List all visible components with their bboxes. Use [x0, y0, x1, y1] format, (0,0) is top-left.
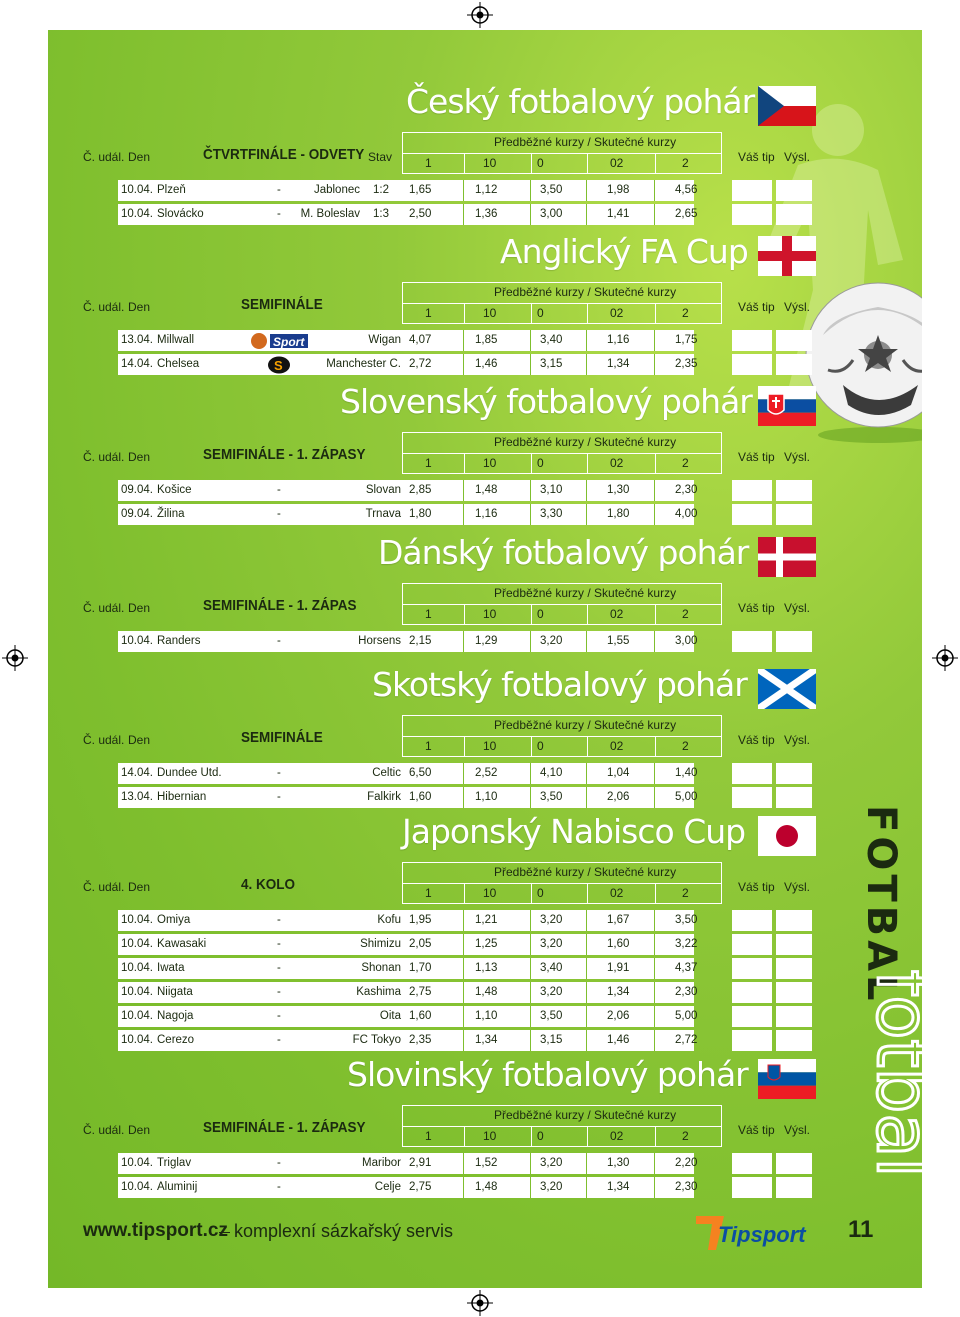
your-tip-input[interactable] [732, 180, 772, 201]
odds-value: 3,20 [540, 635, 563, 647]
svg-text:Sport: Sport [273, 335, 305, 349]
section-title-2: Slovenský fotbalový pohár [340, 382, 752, 421]
header-result: Výsl. [784, 733, 811, 747]
match-date: 14.04. [121, 358, 153, 370]
japan-flag [758, 816, 816, 856]
odds-value: 1,16 [607, 334, 630, 346]
odds-value: 1,34 [607, 986, 630, 998]
registration-mark-right [932, 645, 958, 671]
your-tip-input[interactable] [732, 763, 772, 784]
odds-value: 1,46 [607, 1034, 630, 1046]
match-date: 10.04. [121, 1010, 153, 1022]
odds-value: 2,50 [409, 208, 432, 220]
result-cell [776, 504, 812, 525]
match-separator: - [277, 184, 281, 196]
odds-value: 1,52 [475, 1157, 498, 1169]
odds-value: 2,91 [409, 1157, 432, 1169]
match-separator: - [277, 1181, 281, 1193]
header-your-tip: Váš tip [738, 450, 775, 464]
odds-value: 1,80 [409, 508, 432, 520]
odds-value: 1,12 [475, 184, 498, 196]
odds-value: 1,21 [475, 914, 498, 926]
odds-value: 1,48 [475, 1181, 498, 1193]
away-team: Horsens [358, 635, 401, 647]
match-date: 09.04. [121, 484, 153, 496]
odds-col-4: 2 [682, 156, 689, 170]
odds-col-2: 0 [537, 607, 544, 621]
odds-value: 3,10 [540, 484, 563, 496]
odds-col-2: 0 [537, 886, 544, 900]
header-your-tip: Váš tip [738, 601, 775, 615]
match-date: 13.04. [121, 334, 153, 346]
odds-title: Předběžné kurzy / Skutečné kurzy [494, 1108, 677, 1122]
your-tip-input[interactable] [732, 631, 772, 652]
odds-col-4: 2 [682, 607, 689, 621]
match-separator: - [277, 1010, 281, 1022]
result-cell [776, 631, 812, 652]
round-title: SEMIFINÁLE - 1. ZÁPAS [203, 597, 357, 614]
match-date: 14.04. [121, 767, 153, 779]
odds-value: 2,52 [475, 767, 498, 779]
odds-value: 1,75 [675, 334, 698, 346]
away-team: Kofu [377, 914, 401, 926]
registration-mark-bottom [467, 1290, 493, 1316]
odds-value: 2,30 [675, 1181, 698, 1193]
your-tip-input[interactable] [732, 787, 772, 808]
odds-value: 6,50 [409, 767, 432, 779]
odds-value: 1,60 [607, 938, 630, 950]
odds-value: 3,15 [540, 1034, 563, 1046]
odds-col-4: 2 [682, 1129, 689, 1143]
odds-value: 5,00 [675, 791, 698, 803]
odds-value: 1,60 [409, 1010, 432, 1022]
home-team: Iwata [157, 962, 185, 974]
odds-value: 1,48 [475, 986, 498, 998]
odds-title: Předběžné kurzy / Skutečné kurzy [494, 285, 677, 299]
odds-value: 3,50 [675, 914, 698, 926]
home-team: Niigata [157, 986, 193, 998]
odds-col-1: 10 [483, 1129, 497, 1143]
odds-value: 2,75 [409, 986, 432, 998]
odds-value: 3,20 [540, 938, 563, 950]
odds-value: 4,56 [675, 184, 698, 196]
odds-value: 2,30 [675, 484, 698, 496]
odds-col-1: 10 [483, 607, 497, 621]
match-date: 10.04. [121, 962, 153, 974]
odds-value: 2,15 [409, 635, 432, 647]
odds-value: 1,55 [607, 635, 630, 647]
odds-col-0: 1 [425, 156, 432, 170]
section-title-5: Japonský Nabisco Cup [402, 812, 746, 851]
your-tip-input[interactable] [732, 910, 772, 931]
header-day: Den [128, 300, 151, 314]
odds-title: Předběžné kurzy / Skutečné kurzy [494, 135, 677, 149]
match-date: 10.04. [121, 1157, 153, 1169]
home-team: Kawasaki [157, 938, 207, 950]
away-team: M. Boleslav [300, 208, 360, 220]
match-separator: - [277, 938, 281, 950]
away-team: Wigan [368, 334, 401, 346]
match-date: 10.04. [121, 986, 153, 998]
round-title: ČTVRTFINÁLE - ODVETY [203, 146, 365, 163]
your-tip-input[interactable] [732, 480, 772, 501]
result-cell [776, 1177, 812, 1198]
section-title-1: Anglický FA Cup [500, 232, 748, 271]
odds-value: 1,40 [675, 767, 698, 779]
your-tip-input[interactable] [732, 504, 772, 525]
odds-col-3: 02 [610, 456, 624, 470]
header-result: Výsl. [784, 300, 811, 314]
match-date: 09.04. [121, 508, 153, 520]
header-your-tip: Váš tip [738, 880, 775, 894]
odds-col-0: 1 [425, 886, 432, 900]
odds-value: 1,30 [607, 1157, 630, 1169]
odds-value: 2,30 [675, 986, 698, 998]
s-logo-icon [267, 355, 291, 374]
svg-text:S: S [274, 358, 283, 373]
odds-value: 1,04 [607, 767, 630, 779]
odds-value: 1,16 [475, 508, 498, 520]
odds-value: 1,30 [607, 484, 630, 496]
result-cell [776, 330, 812, 351]
odds-col-1: 10 [483, 739, 497, 753]
odds-value: 1,10 [475, 1010, 498, 1022]
header-event: Č. udál. [83, 1123, 125, 1137]
odds-value: 2,75 [409, 1181, 432, 1193]
match-state: 1:2 [373, 184, 389, 196]
match-separator: - [277, 508, 281, 520]
result-cell [776, 958, 812, 979]
result-cell [776, 910, 812, 931]
odds-col-0: 1 [425, 1129, 432, 1143]
away-team: FC Tokyo [352, 1034, 401, 1046]
home-team: Triglav [157, 1157, 192, 1169]
section-title-3: Dánský fotbalový pohár [378, 533, 749, 572]
registration-mark-left [2, 645, 28, 671]
header-event: Č. udál. [83, 880, 125, 894]
match-separator: - [277, 962, 281, 974]
header-event: Č. udál. [83, 150, 125, 164]
odds-value: 2,35 [409, 1034, 432, 1046]
home-team: Žilina [157, 508, 185, 520]
section-title-4: Skotský fotbalový pohár [372, 665, 747, 704]
football-image [803, 275, 922, 445]
odds-value: 2,72 [675, 1034, 698, 1046]
match-date: 10.04. [121, 635, 153, 647]
result-cell [776, 934, 812, 955]
odds-value: 4,00 [675, 508, 698, 520]
odds-value: 2,06 [607, 791, 630, 803]
header-day: Den [128, 601, 151, 615]
match-date: 10.04. [121, 1034, 153, 1046]
odds-value: 5,00 [675, 1010, 698, 1022]
slovak-flag [758, 386, 816, 426]
result-cell [776, 180, 812, 201]
odds-col-2: 0 [537, 306, 544, 320]
home-team: Cerezo [157, 1034, 195, 1046]
round-title: SEMIFINÁLE - 1. ZÁPASY [203, 1119, 366, 1136]
odds-value: 3,50 [540, 184, 563, 196]
away-team: Manchester C. [326, 358, 401, 370]
home-team: Chelsea [157, 358, 200, 370]
odds-value: 1,29 [475, 635, 498, 647]
home-team: Dundee Utd. [157, 767, 222, 779]
your-tip-input[interactable] [732, 204, 772, 225]
odds-value: 3,22 [675, 938, 698, 950]
match-date: 10.04. [121, 938, 153, 950]
odds-col-0: 1 [425, 607, 432, 621]
match-date: 10.04. [121, 184, 153, 196]
match-separator: - [277, 914, 281, 926]
england-flag [758, 236, 816, 276]
sport-logo-icon [250, 331, 308, 350]
header-day: Den [128, 880, 151, 894]
tipsport-logo [694, 1210, 818, 1254]
match-separator: - [277, 635, 281, 647]
your-tip-input[interactable] [732, 1177, 772, 1198]
header-result: Výsl. [784, 150, 811, 164]
home-team: Slovácko [157, 208, 204, 220]
home-team: Plzeň [157, 184, 186, 196]
away-team: Oita [379, 1010, 401, 1022]
home-team: Omiya [157, 914, 191, 926]
match-separator: - [277, 767, 281, 779]
home-team: Randers [157, 635, 201, 647]
vertical-text-small: FOTBAL [858, 805, 904, 1005]
header-your-tip: Váš tip [738, 733, 775, 747]
away-team: Falkirk [367, 791, 401, 803]
your-tip-input[interactable] [732, 330, 772, 351]
page-number: 11 [848, 1216, 874, 1243]
odds-col-0: 1 [425, 739, 432, 753]
your-tip-input[interactable] [732, 1006, 772, 1027]
match-separator: - [277, 1034, 281, 1046]
odds-col-2: 0 [537, 739, 544, 753]
your-tip-input[interactable] [732, 982, 772, 1003]
odds-col-0: 1 [425, 456, 432, 470]
odds-value: 3,40 [540, 334, 563, 346]
odds-col-4: 2 [682, 456, 689, 470]
odds-value: 1,60 [409, 791, 432, 803]
svg-text:Tipsport: Tipsport [718, 1222, 806, 1247]
round-title: SEMIFINÁLE [241, 729, 323, 746]
round-title: SEMIFINÁLE [241, 296, 323, 313]
footer-url-link[interactable]: www.tipsport.cz [83, 1220, 228, 1241]
away-team: Jablonec [313, 184, 360, 196]
odds-value: 3,00 [675, 635, 698, 647]
odds-value: 1,41 [607, 208, 630, 220]
odds-value: 3,20 [540, 914, 563, 926]
odds-value: 2,85 [409, 484, 432, 496]
section-title-6: Slovinský fotbalový pohár [347, 1055, 748, 1094]
header-day: Den [128, 733, 151, 747]
result-cell [776, 354, 812, 375]
odds-value: 3,30 [540, 508, 563, 520]
odds-col-2: 0 [537, 456, 544, 470]
odds-value: 2,35 [675, 358, 698, 370]
odds-value: 1,98 [607, 184, 630, 196]
match-date: 10.04. [121, 914, 153, 926]
away-team: Celtic [372, 767, 401, 779]
odds-value: 3,20 [540, 986, 563, 998]
odds-value: 3,40 [540, 962, 563, 974]
odds-value: 1,85 [475, 334, 498, 346]
header-your-tip: Váš tip [738, 150, 775, 164]
your-tip-input[interactable] [732, 1030, 772, 1051]
odds-value: 1,67 [607, 914, 630, 926]
odds-title: Předběžné kurzy / Skutečné kurzy [494, 435, 677, 449]
odds-value: 1,70 [409, 962, 432, 974]
home-team: Millwall [157, 334, 195, 346]
away-team: Slovan [365, 484, 401, 496]
header-result: Výsl. [784, 601, 811, 615]
result-cell [776, 787, 812, 808]
odds-col-3: 02 [610, 1129, 624, 1143]
home-team: Košice [157, 484, 192, 496]
odds-value: 4,07 [409, 334, 432, 346]
your-tip-input[interactable] [732, 934, 772, 955]
header-day: Den [128, 1123, 151, 1137]
match-state: 1:3 [373, 208, 389, 220]
odds-col-1: 10 [483, 456, 497, 470]
scottish-flag [758, 669, 816, 709]
odds-col-1: 10 [483, 156, 497, 170]
odds-col-4: 2 [682, 306, 689, 320]
odds-col-4: 2 [682, 886, 689, 900]
odds-value: 2,06 [607, 1010, 630, 1022]
match-separator: - [277, 1157, 281, 1169]
match-separator: - [277, 791, 281, 803]
result-cell [776, 204, 812, 225]
registration-mark-top [467, 2, 493, 28]
odds-title: Předběžné kurzy / Skutečné kurzy [494, 865, 677, 879]
footer-dash [219, 1232, 230, 1233]
odds-value: 4,37 [675, 962, 698, 974]
odds-value: 3,50 [540, 1010, 563, 1022]
match-separator: - [277, 986, 281, 998]
odds-value: 1,91 [607, 962, 630, 974]
odds-title: Předběžné kurzy / Skutečné kurzy [494, 718, 677, 732]
home-team: Hibernian [157, 791, 207, 803]
section-title-0: Český fotbalový pohár [406, 82, 755, 121]
your-tip-input[interactable] [732, 354, 772, 375]
result-cell [776, 982, 812, 1003]
match-separator: - [277, 484, 281, 496]
odds-value: 1,25 [475, 938, 498, 950]
away-team: Trnava [365, 508, 401, 520]
odds-col-4: 2 [682, 739, 689, 753]
odds-col-1: 10 [483, 306, 497, 320]
header-state: Stav [368, 150, 393, 164]
odds-value: 1,65 [409, 184, 432, 196]
home-team: Nagoja [157, 1010, 194, 1022]
czech-flag [758, 86, 816, 126]
odds-col-3: 02 [610, 306, 624, 320]
odds-col-1: 10 [483, 886, 497, 900]
odds-value: 1,80 [607, 508, 630, 520]
header-result: Výsl. [784, 1123, 811, 1137]
odds-value: 1,48 [475, 484, 498, 496]
vertical-fotbal-decoration [838, 790, 945, 1260]
odds-title: Předběžné kurzy / Skutečné kurzy [494, 586, 677, 600]
odds-value: 1,10 [475, 791, 498, 803]
result-cell [776, 480, 812, 501]
odds-col-2: 0 [537, 156, 544, 170]
odds-value: 3,20 [540, 1157, 563, 1169]
odds-col-3: 02 [610, 739, 624, 753]
away-team: Shonan [361, 962, 401, 974]
header-your-tip: Váš tip [738, 1123, 775, 1137]
header-result: Výsl. [784, 450, 811, 464]
away-team: Kashima [356, 986, 401, 998]
odds-value: 3,50 [540, 791, 563, 803]
home-team: Aluminij [157, 1181, 198, 1193]
odds-value: 3,00 [540, 208, 563, 220]
your-tip-input[interactable] [732, 958, 772, 979]
odds-value: 1,34 [475, 1034, 498, 1046]
odds-col-3: 02 [610, 607, 624, 621]
odds-col-3: 02 [610, 156, 624, 170]
odds-value: 1,34 [607, 1181, 630, 1193]
header-event: Č. udál. [83, 733, 125, 747]
header-event: Č. udál. [83, 450, 125, 464]
odds-col-2: 0 [537, 1129, 544, 1143]
your-tip-input[interactable] [732, 1153, 772, 1174]
odds-value: 1,13 [475, 962, 498, 974]
odds-value: 1,34 [607, 358, 630, 370]
match-date: 13.04. [121, 791, 153, 803]
header-day: Den [128, 150, 151, 164]
away-team: Maribor [362, 1157, 401, 1169]
match-date: 10.04. [121, 1181, 153, 1193]
odds-value: 3,20 [540, 1181, 563, 1193]
odds-value: 1,95 [409, 914, 432, 926]
result-cell [776, 1030, 812, 1051]
result-cell [776, 1153, 812, 1174]
odds-value: 2,20 [675, 1157, 698, 1169]
round-title: SEMIFINÁLE - 1. ZÁPASY [203, 446, 366, 463]
result-cell [776, 763, 812, 784]
header-your-tip: Váš tip [738, 300, 775, 314]
odds-value: 2,05 [409, 938, 432, 950]
odds-value: 2,72 [409, 358, 432, 370]
odds-value: 2,65 [675, 208, 698, 220]
odds-value: 1,36 [475, 208, 498, 220]
odds-col-0: 1 [425, 306, 432, 320]
odds-value: 3,15 [540, 358, 563, 370]
match-date: 10.04. [121, 208, 153, 220]
header-day: Den [128, 450, 151, 464]
vertical-text-large: fotbal [861, 970, 945, 1178]
header-result: Výsl. [784, 880, 811, 894]
away-team: Shimizu [360, 938, 401, 950]
odds-value: 4,10 [540, 767, 563, 779]
header-event: Č. udál. [83, 300, 125, 314]
header-event: Č. udál. [83, 601, 125, 615]
footer-tagline: komplexní sázkařský servis [234, 1221, 454, 1241]
result-cell [776, 1006, 812, 1027]
danish-flag [758, 537, 816, 577]
slovenian-flag [758, 1059, 816, 1099]
odds-value: 1,46 [475, 358, 498, 370]
away-team: Celje [374, 1181, 401, 1193]
match-separator: - [277, 208, 281, 220]
odds-col-3: 02 [610, 886, 624, 900]
round-title: 4. KOLO [241, 876, 296, 893]
